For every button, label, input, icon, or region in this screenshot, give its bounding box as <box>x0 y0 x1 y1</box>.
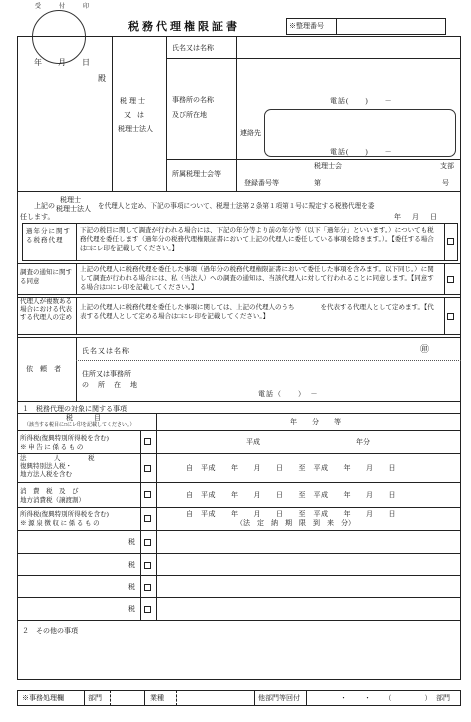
section-1-heading: １ 税務代理の対象に関する事項 <box>22 405 127 413</box>
addressee-suffix: 殿 <box>98 74 106 83</box>
col-period-label: 年 分 等 <box>290 418 345 426</box>
intro-date: 年 月 日 <box>394 213 439 221</box>
page-title: 税務代理権限証書 <box>128 21 240 33</box>
contact-label: 連絡先 <box>240 129 261 137</box>
section-2-heading: ２ その他の事項 <box>22 627 78 635</box>
blank-tax-4: 税 <box>128 605 135 613</box>
tax-row-3-line-2: 地方消費税（譲渡割） <box>20 497 85 504</box>
client-address-label-1: 住所又は事務所 <box>82 370 131 378</box>
office-date-marks: ・ ・ （ ） <box>340 694 433 702</box>
blank-tax-1-checkbox[interactable] <box>144 539 151 546</box>
clause-representative-text: 上記の代理人に税務代理を委任した事項に関しては、上記の代理人のうち を代表する代理人として定めます。【代表する代理人として定める場合は□にレ印を記載してください。】 <box>80 304 434 320</box>
tax-row-1-checkbox[interactable] <box>144 438 151 445</box>
client-seal: ㊞ <box>420 344 430 354</box>
blank-tax-4-checkbox[interactable] <box>144 606 151 613</box>
tax-row-4-note: （法 定 納 期 限 到 来 分） <box>236 519 355 527</box>
tax-row-1-line-2: ※ 申 告 に 係 る も の <box>20 444 84 451</box>
tax-row-4-line-2: ※ 源 泉 徴 収 に 係 る も の <box>20 520 100 527</box>
office-business-label: 業種 <box>150 694 164 702</box>
office-use-label: ※事務処理欄 <box>22 694 64 702</box>
tax-row-2-checkbox[interactable] <box>144 465 151 472</box>
intro-line-2: 任します。 <box>20 213 55 221</box>
reg-label: 登録番号等 <box>244 179 279 187</box>
reception-stamp-label: 受 付 印 <box>35 4 96 10</box>
tax-row-2-line-1: 法 人 税 <box>20 455 97 462</box>
tax-row-3-checkbox[interactable] <box>144 491 151 498</box>
tax-row-4-range: 自 平成 年 月 日 至 平成 年 月 日 <box>186 510 396 518</box>
blank-tax-1: 税 <box>128 538 135 546</box>
ref-number-label: ※整理番号 <box>289 22 324 30</box>
blank-tax-3: 税 <box>128 583 135 591</box>
tax-row-1-line-1: 所得税(復興特別所得税を含む) <box>20 435 109 442</box>
assoc-branch: 支部 <box>440 162 454 170</box>
intro-body: を代理人と定め、下記の事項について、税理士法第２条第１項第１号に規定する税務代理を委 <box>98 203 375 210</box>
tax-row-4-line-1: 所得税(復興特別所得税を含む) <box>20 511 109 518</box>
tax-row-1-heisei: 平成 <box>246 438 260 446</box>
agent-type-2: 又は <box>124 111 150 119</box>
clause-past-years-text: 下記の税目に関して調査が行われる場合には、下記の年分等より前の年分等（以下「過年分」といいます。）についても税務代理を委任します（過年分の税務代理権限証書において上記の代理人に委任している事項を除きます。）。【委任する場合は□にレ印を記載してください。】 <box>80 227 434 252</box>
clause-past-years-checkbox[interactable] <box>447 238 454 245</box>
reg-no: 第 <box>314 179 321 187</box>
blank-tax-2: 税 <box>128 561 135 569</box>
tax-row-2-line-3: 地方法人税を含む <box>20 471 72 478</box>
agent-address-label-1: 事務所の名称 <box>172 96 214 104</box>
clause-past-years-label: 過年分に関する税務代理 <box>26 228 71 244</box>
tax-row-4-checkbox[interactable] <box>144 515 151 522</box>
clause-representative-label: 代理人が複数ある場合における代表する代理人の定め <box>20 298 72 321</box>
office-dept-label: 部門 <box>88 694 102 702</box>
agent-name-label: 氏名又は名称 <box>172 44 214 52</box>
client-phone: 電話（ ） － <box>258 390 319 398</box>
reg-suffix: 号 <box>442 179 449 187</box>
tax-row-3-range: 自 平成 年 月 日 至 平成 年 月 日 <box>186 491 396 499</box>
tax-row-1-nenbun: 年分 <box>356 438 370 446</box>
agent-phone-1: 電話( ) － <box>330 97 393 105</box>
intro-type-2: 税理士法人 <box>56 205 91 213</box>
blank-tax-2-checkbox[interactable] <box>144 562 151 569</box>
office-dept-suffix: 部門 <box>436 694 450 702</box>
agent-address-label-2: 及び所在地 <box>172 111 207 119</box>
intro-type-1: 税理士 <box>60 196 81 204</box>
agent-type-3: 税理士法人 <box>118 125 153 133</box>
col-tax-label: 税 目 <box>66 414 101 422</box>
clause-notice-consent-label: 調査の通知に関する同意 <box>20 269 72 285</box>
clause-notice-consent-text: 上記の代理人に税務代理を委任した事項（過年分の税務代理権限証書において委任した事項を含みます。以下同じ。）に関して調査が行われる場合には、私（当法人）への調査の通知は、当該代理人に対して行われることに同意します。【同意する場合は□にレ印を記載してください。】 <box>80 266 434 291</box>
assoc-label: 所属税理士会等 <box>172 170 221 178</box>
submit-date: 年 月 日 <box>34 58 94 67</box>
blank-tax-3-checkbox[interactable] <box>144 584 151 591</box>
client-label: 依 頼 者 <box>26 365 61 373</box>
client-address-label-2: の 所 在 地 <box>82 381 138 389</box>
clause-representative-checkbox[interactable] <box>447 313 454 320</box>
office-other-dept-label: 他部門等回付 <box>258 694 300 702</box>
tax-row-3-line-1: 消 費 税 及 び <box>20 488 79 495</box>
agent-phone-2: 電話( ) － <box>330 148 393 156</box>
tax-row-2-line-2: 復興特別法人税・ <box>20 463 72 470</box>
assoc-tax: 税理士会 <box>314 162 342 170</box>
client-name-label: 氏名又は名称 <box>82 347 130 355</box>
agent-type-1: 税理士 <box>120 97 147 105</box>
tax-row-2-range: 自 平成 年 月 日 至 平成 年 月 日 <box>186 464 396 472</box>
col-tax-note: （該当する税目に□にレ印を記載してください。） <box>24 423 135 428</box>
clause-notice-consent-checkbox[interactable] <box>447 276 454 283</box>
intro-prefix: 上記の <box>34 202 55 210</box>
